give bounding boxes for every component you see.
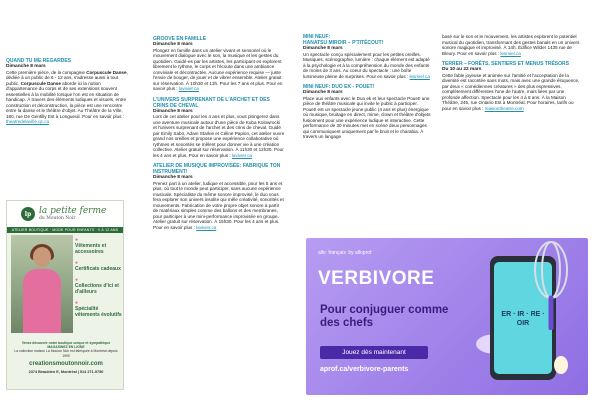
event-link[interactable]: lavivier.ca bbox=[178, 86, 199, 91]
event-duo-ek-continued bbox=[442, 34, 582, 56]
ferme-logo bbox=[7, 201, 123, 227]
bullet-icon: ● bbox=[75, 237, 79, 243]
event-heading: TERRER – FORÊTS, SENTIERS ET MENUS TRÉSORS bbox=[442, 61, 569, 67]
event-heading: QUAND TU ME REGARDES bbox=[6, 58, 72, 64]
bullet-icon: ● bbox=[75, 260, 79, 266]
event-link[interactable]: lesmiel.ca bbox=[500, 50, 521, 56]
event-body: Place aux enfants avec le Duo ek et leur spectacle Pouet! une pièce de théâtre musicale qui invite le public à participer. Pouet! est un spectacle jeune public (4 ans et plus) énergique où musique, bruitage en direct, mime, clown et théâtre d'objets fusionnent pour une expérience ludique et interactive. Cette performance de 30 minutes met en scène deux personnages qui communiquent uniquement par le bruit et le charabia. À travers un langage bbox=[303, 95, 431, 139]
event-quand-tu-me-regardes bbox=[6, 58, 128, 125]
category-item: ● Collections d'ici et d'ailleurs bbox=[75, 277, 123, 295]
event-duo-ek-pouet bbox=[303, 84, 431, 140]
column-1 bbox=[6, 58, 128, 130]
event-link[interactable]: lavivier.ca bbox=[231, 152, 253, 158]
ferme-website[interactable]: creationsmoutonnoir.com bbox=[29, 360, 103, 367]
verbivore-slogan: Pour conjuguer comme des chefs bbox=[320, 304, 449, 329]
ad-la-petite-ferme[interactable] bbox=[6, 200, 124, 390]
event-date: Dimanche 8 mars bbox=[153, 42, 193, 47]
event-body: basé sur le son et le mouvement, les artistes explorent le potentiel musical du quotidien, transformant des gestes banals en un univers sonore magique et improvisé. À 14h. Édifice Wilder 1435 rue de Bleury. Pour en savoir plus : lesmiel.ca bbox=[442, 34, 580, 56]
event-univers-archet bbox=[153, 97, 285, 159]
category-item: ● Spécialité vêtements évolutifs bbox=[75, 300, 122, 318]
event-date: Dimanche 8 mars bbox=[303, 90, 343, 95]
event-date: Dimanche 8 mars bbox=[153, 108, 193, 114]
column-4 bbox=[442, 34, 582, 116]
event-date: Dimanche 8 mars bbox=[153, 175, 193, 180]
sheep-logo-icon: lp bbox=[21, 207, 35, 221]
category-item: ● Vêtements et accessoires bbox=[75, 237, 123, 255]
column-3 bbox=[303, 34, 431, 145]
event-body: Cette fable joyeuse et animée sur l'amitié et l'acceptation de la diversité est racontée sans mots, mais avec une grande éloquence, par deux « comédiennes créatures » des plus expressives, complètement différentes l'une de l'autre, mais liées par une profonde affection. Spectacle pour les 4 à 8 ans. À la Maison Théâtre, 245, rue Ontario Est à Montréal. Pour horaires, tarifs ou pour en savoir plus : maisontheatre.com bbox=[442, 72, 580, 111]
allofrancais-logo: allo français by alloprof bbox=[318, 250, 372, 256]
event-heading: ATELIER DE MUSIQUE IMPROVISÉE: FABRIQUE TON INSTRUMENT! bbox=[153, 163, 281, 175]
screen-letters: ER · IR · RE · OIR bbox=[501, 311, 545, 327]
event-heading: MINI NEUF: DUO EK - POUET! bbox=[303, 84, 375, 90]
event-heading: HANATSU MIROIR – P'TITÉCOUT! bbox=[303, 40, 384, 46]
event-body: Plongez en famille dans un atelier vivant et sensoriel où le mouvement dialogue avec le son, la musique et les gestes du quotidien. Guidé·es par les artistes, les participant·es explorent librement le rythme, le corps et l'écoute dans une ambiance conviviale et décontractée. Aucune expérience requise — juste l'envie de bouger, de jouer et de vibrer ensemble. Atelier gratuit sur réservation. À 10h30 et 13h. Pour les 7 ans et plus. Pour en savoir plus : lavivier.ca bbox=[153, 47, 283, 91]
event-body: Lors de cet atelier pour les 4 ans et plus, vous plongerez dans une aventure musicale autour d'une pièce de Kuba Kolowrocki et l'univers surprenant de l'archet et des crins de cheval. Guidé par Emily Sabo, Adam Starkie et Céline Papion, cet atelier ouvre grand nos oreilles et propose une expérience collaborative où rythmes et sonorités se mêlent pour donner vie à une création collective. Atelier gratuit sur réservation. À 11h30 et 12h30. Pour les 4 ans et plus. Pour en savoir plus : lavivier.ca bbox=[153, 114, 285, 158]
ferme-brand: la petite ferme du Mouton Noir bbox=[39, 206, 107, 221]
event-groove-en-famille bbox=[153, 36, 285, 92]
verbivore-title: VERBIVORE bbox=[318, 268, 435, 289]
play-now-button[interactable]: Jouez dès maintenant bbox=[320, 346, 428, 359]
event-link[interactable]: lavivier.ca bbox=[196, 224, 217, 230]
event-link[interactable]: maisontheatre.com bbox=[484, 105, 524, 111]
event-link[interactable]: theatredelaville.qc.ca bbox=[6, 119, 50, 124]
ad-verbivore[interactable] bbox=[306, 238, 588, 395]
ferme-address: 2374 Beaubien E, Montréal | 514 271-9750 bbox=[28, 369, 104, 374]
ferme-footer: Venez découvrir notre boutique unique et sympathique MAGASINEZ EN LIGNE La collection maison La Mouton Noir est fabriquée à Montréal depuis 1999 creationsmoutonnoir.com 2374 Beaubien E, Montréal | 514 271-9750 bbox=[7, 341, 124, 374]
ferme-band: ATELIER BOUTIQUE · MODE POUR ENFANTS · 0 À 12 ANS bbox=[7, 227, 123, 233]
verbivore-url[interactable]: aprof.ca/verbivore-parents bbox=[320, 366, 409, 373]
event-date: Dimanche 8 mars bbox=[303, 46, 343, 51]
event-body: Cette première pièce, de la compagnie Corpuscule Danse, dédiée à un public de 6 - 12 ans, s'adresse aussi à tout public. Corpuscule Danse aborde ici la notion d'appartenance du corps et de ses extensions souvent essentielles à la mobilité lorsque l'on est en situation de handicap. À travers des éléments ludiques et visuels, entre construction et déconstruction, la pièce est une rencontre entre la danse et le théâtre d'objet. Au Théâtre de la Ville, 180, rue De Gentilly Est à Longueuil. Pour en savoir plus : theatredelaville.qc.ca bbox=[6, 69, 128, 124]
event-link[interactable]: lesmiel.ca bbox=[409, 73, 430, 79]
event-atelier-musique bbox=[153, 163, 285, 230]
whisk-icon bbox=[526, 240, 576, 330]
category-item: ● Certificats cadeaux bbox=[75, 260, 123, 272]
column-2 bbox=[153, 36, 285, 235]
event-kicker: MINI NEUF: bbox=[303, 34, 331, 40]
girl-head-shape bbox=[33, 247, 51, 267]
ferme-categories bbox=[75, 237, 123, 323]
egg-icon bbox=[554, 356, 568, 374]
event-date: Du 10 au 22 mars bbox=[442, 67, 482, 72]
bullet-icon: ● bbox=[75, 277, 79, 283]
girl-dress-shape bbox=[23, 269, 61, 333]
event-body: Un spectacle conçu spécialement pour les petites oreilles. Musiques, scénographie, lumière : chaque élément est adapté à la psychologie et à la compréhension du monde des enfants de moins de 3 ans. Au coeur du spectacle : une boîte lumineuse pleine de surprises. Pour en savoir plus : lesmiel.ca bbox=[303, 51, 430, 79]
event-terrer bbox=[442, 61, 582, 111]
event-heading: L'UNIVERS SURPRENANT DE L'ARCHET ET DES CRINS DE CHEVAL bbox=[153, 96, 270, 109]
event-heading: GROOVE EN FAMILLE bbox=[153, 36, 207, 42]
girl-photo bbox=[11, 235, 73, 333]
event-hanatsu-miroir bbox=[303, 34, 431, 79]
bullet-icon: ● bbox=[75, 300, 79, 306]
event-body: Prenez part à un atelier, ludique et accessible, pour les 5 ans et plus, où tout le monde peut participer, sans aucune expérience musicale. Spécialiste du même sonore improvisé, le duo vous fera explorer son univers insolite qui mêle créativité, sonorités et mouvements. Fabrication de votre propre objet sonore à partir de matériaux simples comme des ballons et des membranes, pour participer à une mini-performance improvisée en groupe. Atelier gratuit sur réservation. À 15h30. Pour les 4 ans et plus. Pour en savoir plus : lavivier.ca bbox=[153, 180, 284, 230]
event-date: Dimanche 8 mars bbox=[6, 64, 46, 69]
